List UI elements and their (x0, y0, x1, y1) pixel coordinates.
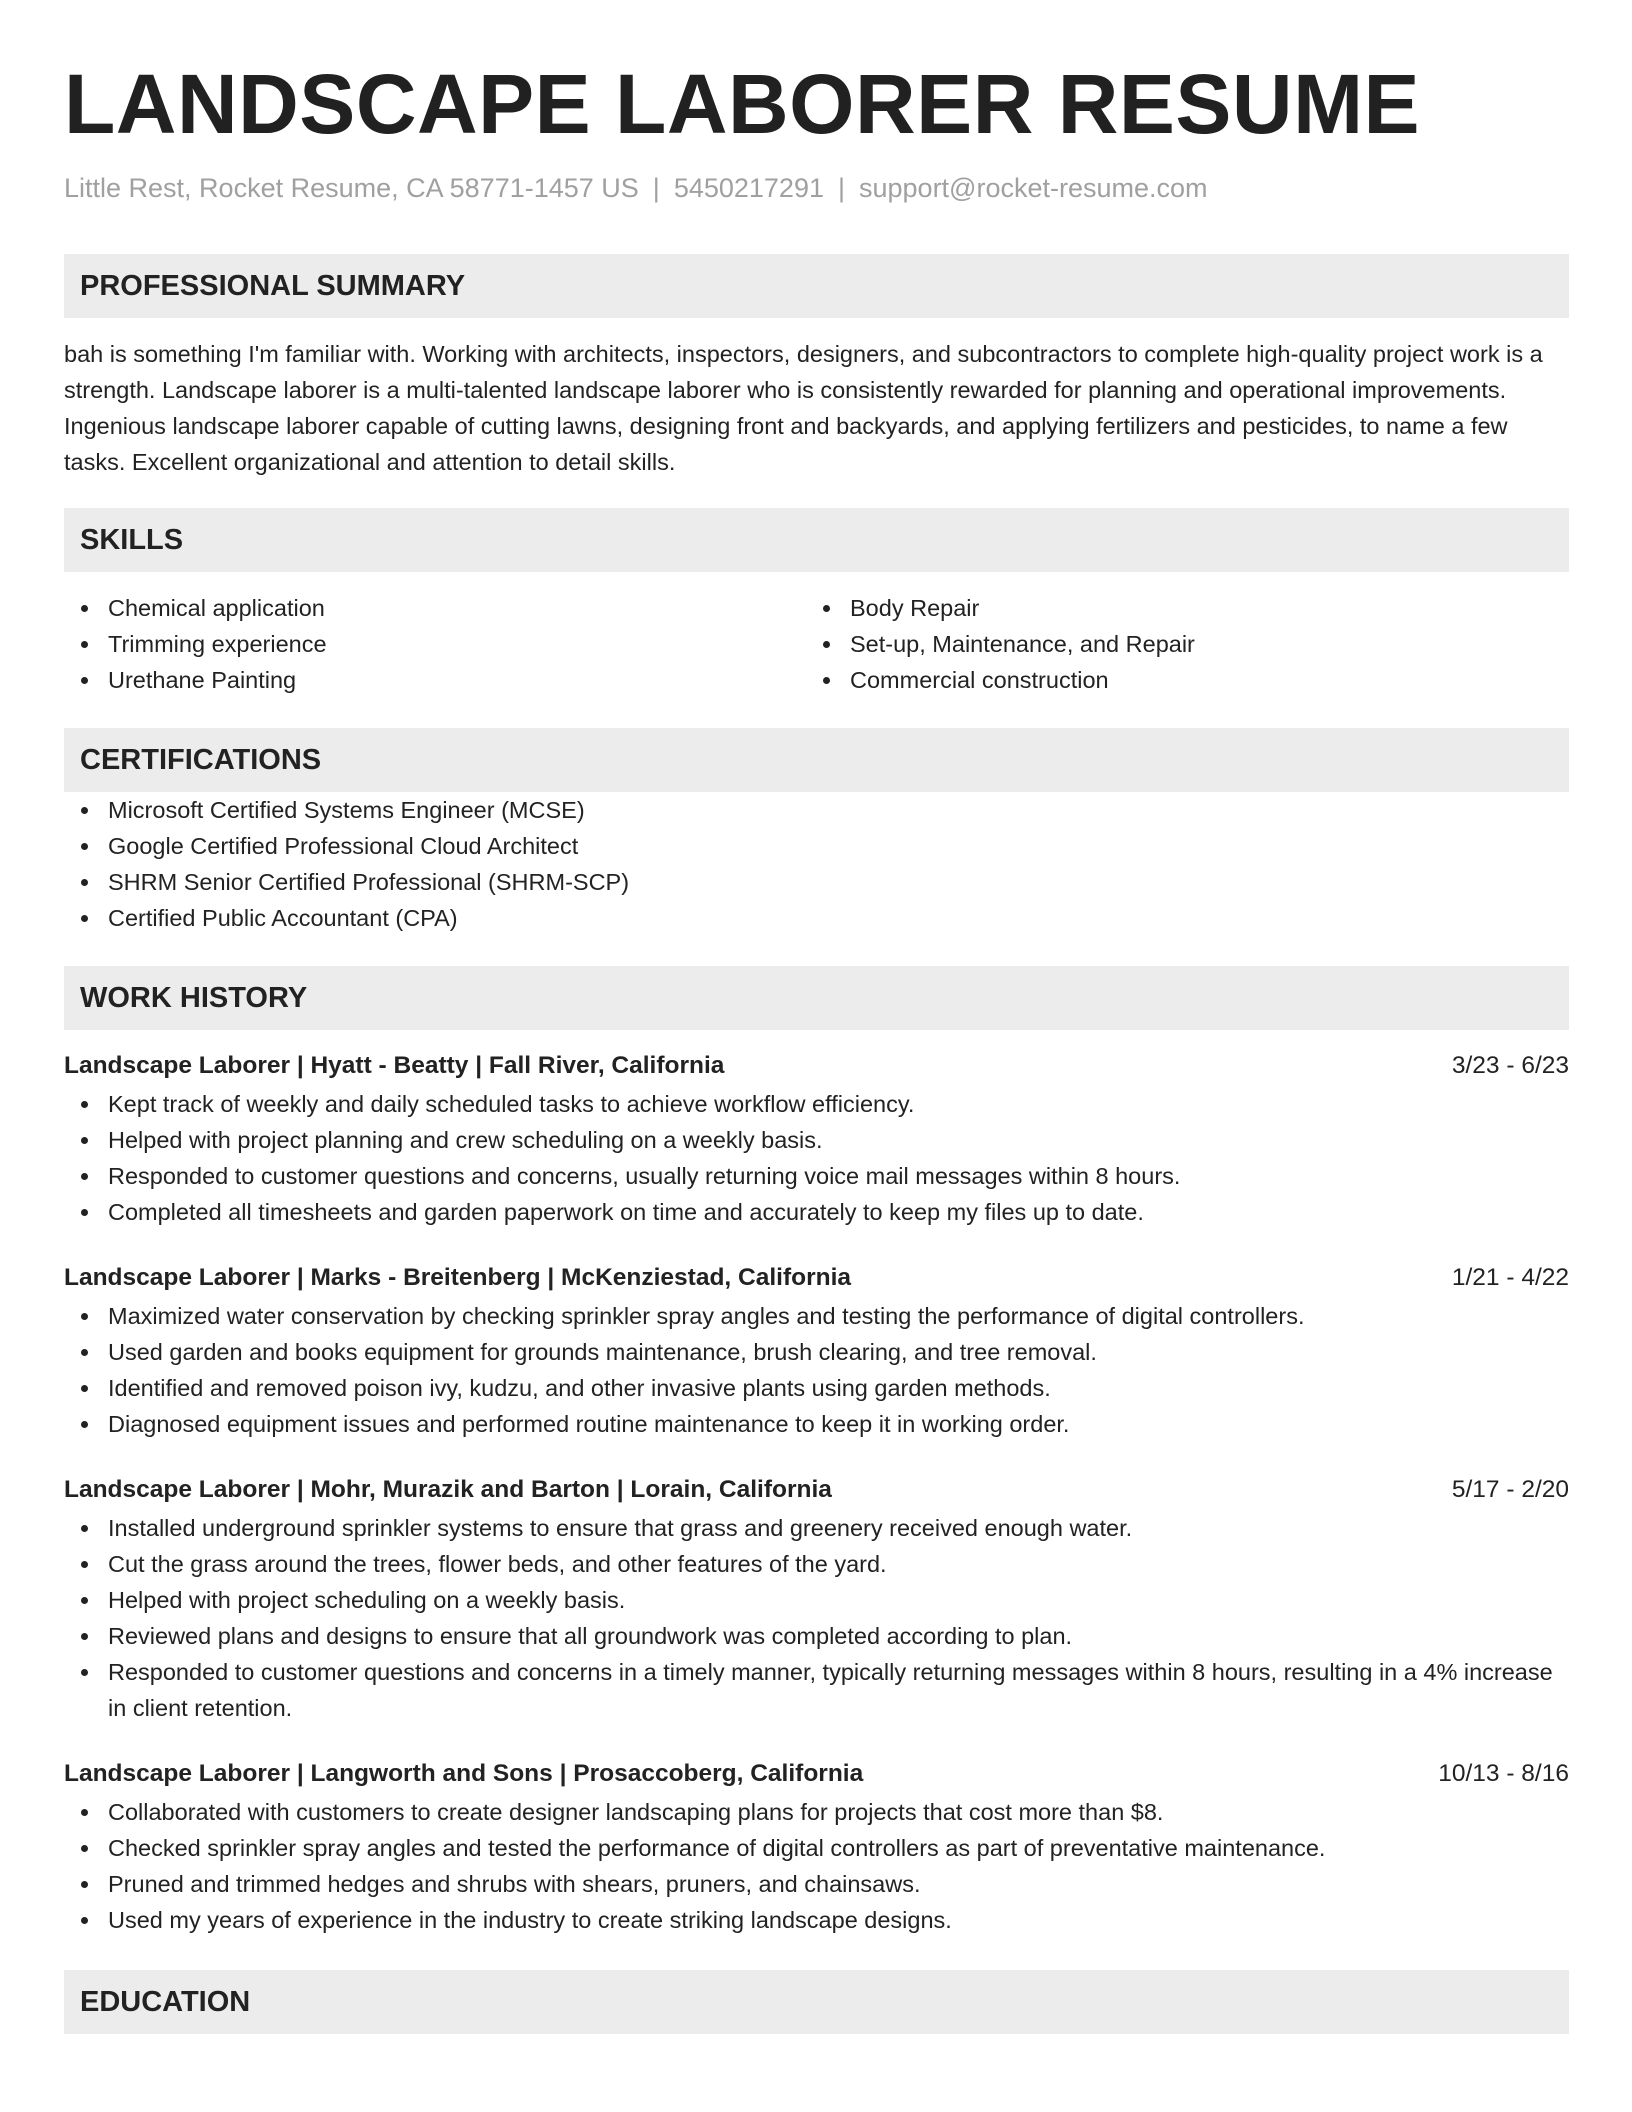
job-entry (64, 1258, 1569, 1442)
job-title: Landscape Laborer | Hyatt - Beatty | Fall River, California (64, 1052, 725, 1079)
job-bullet: Reviewed plans and designs to ensure that all groundwork was completed according to plan. (64, 1618, 1569, 1654)
job-bullets (64, 1298, 1569, 1442)
job-bullet: Checked sprinkler spray angles and tested the performance of digital controllers as part of preventative maintenance. (64, 1830, 1569, 1866)
contact-phone: 5450217291 (673, 173, 824, 203)
certification-item: Certified Public Accountant (CPA) (64, 900, 1569, 936)
contact-line (64, 170, 1569, 206)
job-dates: 3/23 - 6/23 (1451, 1052, 1569, 1079)
job-header (64, 1470, 1569, 1510)
job-dates: 1/21 - 4/22 (1451, 1264, 1569, 1291)
job-title: Landscape Laborer | Marks - Breitenberg | McKenziestad, California (64, 1264, 852, 1291)
certifications-list (64, 792, 1569, 936)
job-bullets (64, 1794, 1569, 1938)
resume-title: LANDSCAPE LABORER RESUME (64, 57, 1421, 151)
skill-item: Urethane Painting (64, 662, 806, 698)
section-header-certifications: CERTIFICATIONS (64, 728, 1569, 792)
contact-email: support@rocket-resume.com (859, 173, 1208, 203)
section-header-skills: SKILLS (64, 508, 1569, 572)
job-bullet: Used garden and books equipment for grounds maintenance, brush clearing, and tree removal. (64, 1334, 1569, 1370)
certification-item: Microsoft Certified Systems Engineer (MCSE) (64, 792, 1569, 828)
job-header (64, 1258, 1569, 1298)
job-entry (64, 1046, 1569, 1230)
job-bullet: Pruned and trimmed hedges and shrubs with shears, pruners, and chainsaws. (64, 1866, 1569, 1902)
job-bullet: Kept track of weekly and daily scheduled tasks to achieve workflow efficiency. (64, 1086, 1569, 1122)
skills-column-right (806, 590, 1195, 698)
contact-separator: | (837, 173, 845, 203)
skill-item: Set-up, Maintenance, and Repair (806, 626, 1195, 662)
job-bullet: Maximized water conservation by checking sprinkler spray angles and testing the performance of digital controllers. (64, 1298, 1569, 1334)
job-bullets (64, 1510, 1569, 1726)
job-bullet: Helped with project planning and crew scheduling on a weekly basis. (64, 1122, 1569, 1158)
skill-item: Body Repair (806, 590, 1195, 626)
contact-address: Little Rest, Rocket Resume, CA 58771-1457 US (64, 173, 639, 203)
skills-grid (64, 590, 1569, 698)
contact-separator: | (652, 173, 660, 203)
skill-item: Trimming experience (64, 626, 806, 662)
job-bullet: Responded to customer questions and concerns, usually returning voice mail messages within 8 hours. (64, 1158, 1569, 1194)
job-bullet: Diagnosed equipment issues and performed routine maintenance to keep it in working order. (64, 1406, 1569, 1442)
job-bullet: Collaborated with customers to create designer landscaping plans for projects that cost more than $8. (64, 1794, 1569, 1830)
job-entry (64, 1754, 1569, 1938)
job-bullet: Installed underground sprinkler systems to ensure that grass and greenery received enough water. (64, 1510, 1569, 1546)
job-bullet: Cut the grass around the trees, flower beds, and other features of the yard. (64, 1546, 1569, 1582)
job-bullet: Completed all timesheets and garden paperwork on time and accurately to keep my files up to date. (64, 1194, 1569, 1230)
job-bullets (64, 1086, 1569, 1230)
summary-text: bah is something I'm familiar with. Working with architects, inspectors, designers, and subcontractors to complete high-quality project work is a strength. Landscape laborer is a multi-talented landscape laborer who is consistently rewarded for planning and operational improvements. Ingenious landscape laborer capable of cutting lawns, designing front and backyards, and applying fertilizers and pesticides, to name a few tasks. Excellent organizational and attention to detail skills. (64, 341, 1543, 475)
skill-item: Commercial construction (806, 662, 1195, 698)
job-entry (64, 1470, 1569, 1726)
section-header-summary: PROFESSIONAL SUMMARY (64, 254, 1569, 318)
job-dates: 10/13 - 8/16 (1438, 1760, 1569, 1787)
job-bullet: Helped with project scheduling on a weekly basis. (64, 1582, 1569, 1618)
job-header (64, 1754, 1569, 1794)
job-header (64, 1046, 1569, 1086)
job-dates: 5/17 - 2/20 (1451, 1476, 1569, 1503)
certification-item: SHRM Senior Certified Professional (SHRM-SCP) (64, 864, 1569, 900)
job-title: Landscape Laborer | Mohr, Murazik and Barton | Lorain, California (64, 1476, 832, 1503)
skills-column-left (64, 590, 806, 698)
certification-item: Google Certified Professional Cloud Architect (64, 828, 1569, 864)
job-bullet: Used my years of experience in the industry to create striking landscape designs. (64, 1902, 1569, 1938)
section-header-work-history: WORK HISTORY (64, 966, 1569, 1030)
job-bullet: Responded to customer questions and concerns in a timely manner, typically returning messages within 8 hours, resulting in a 4% increase in client retention. (64, 1654, 1569, 1726)
skill-item: Chemical application (64, 590, 806, 626)
section-header-education: EDUCATION (64, 1970, 1569, 2034)
job-title: Landscape Laborer | Langworth and Sons | Prosaccoberg, California (64, 1760, 864, 1787)
job-bullet: Identified and removed poison ivy, kudzu, and other invasive plants using garden methods. (64, 1370, 1569, 1406)
